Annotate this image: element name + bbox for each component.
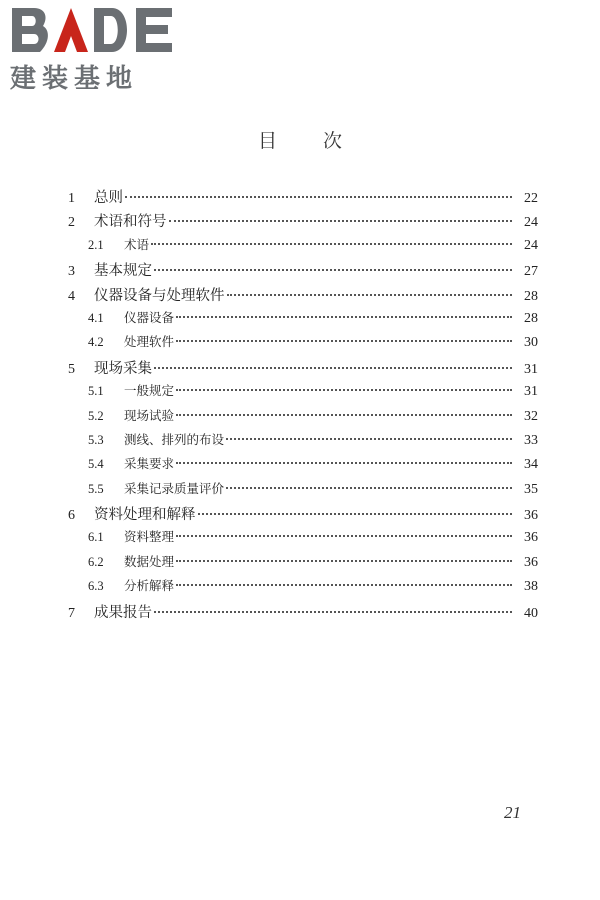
toc-dot-leader <box>154 367 512 369</box>
toc-entry-page: 36 <box>524 530 538 546</box>
toc-dot-leader <box>176 462 512 464</box>
toc-entry-label: 采集记录质量评价 <box>124 480 225 496</box>
toc-entry-label: 仪器设备与处理软件 <box>94 287 225 304</box>
logo-subtitle: 建装基地 <box>10 64 139 94</box>
toc-entry-page: 32 <box>524 408 538 424</box>
toc-entry[interactable] <box>68 527 538 551</box>
toc-entry-label: 处理软件 <box>124 334 175 350</box>
toc-entry-page: 35 <box>524 481 538 497</box>
toc-entry-number: 5 <box>68 361 75 377</box>
toc-entry-label: 术语和符号 <box>94 214 167 231</box>
toc-entry-label: 一般规定 <box>124 383 175 399</box>
toc-dot-leader <box>226 438 512 440</box>
logo <box>10 6 180 94</box>
toc-entry-page: 31 <box>524 384 538 400</box>
toc-entry[interactable] <box>68 503 538 527</box>
toc-entry[interactable] <box>68 601 538 625</box>
toc-entry-page: 38 <box>524 579 538 595</box>
toc-dot-leader <box>154 611 512 613</box>
toc-entry-number: 7 <box>68 605 75 621</box>
toc-dot-leader <box>176 584 512 586</box>
toc-dot-leader <box>176 414 512 416</box>
toc-entry-number: 5.4 <box>88 457 104 472</box>
toc-entry-label: 资料整理 <box>124 529 175 545</box>
toc-entry-page: 33 <box>524 432 538 448</box>
toc-dot-leader <box>176 340 512 342</box>
toc-dot-leader <box>176 535 512 537</box>
toc-entry-label: 成果报告 <box>94 604 152 621</box>
toc-entry-number: 5.1 <box>88 384 104 399</box>
toc-entry-page: 22 <box>524 191 538 206</box>
toc-entry[interactable] <box>68 210 538 234</box>
toc-entry[interactable] <box>68 357 538 381</box>
toc-entry-page: 28 <box>524 310 538 326</box>
toc-entry[interactable] <box>68 381 538 405</box>
toc-dot-leader <box>226 487 512 489</box>
toc-dot-leader <box>176 316 512 318</box>
toc-entry-number: 6.1 <box>88 530 104 545</box>
toc-entry[interactable] <box>68 284 538 308</box>
toc-entry-label: 测线、排列的布设 <box>124 431 225 447</box>
toc-entry-page: 34 <box>524 457 538 473</box>
toc-entry-page: 30 <box>524 335 538 351</box>
toc-dot-leader <box>176 389 512 391</box>
toc-entry-number: 5.2 <box>88 408 104 423</box>
toc-entry-number: 2 <box>68 215 75 231</box>
page-title <box>0 126 600 153</box>
toc-entry-page: 40 <box>524 605 538 621</box>
toc-entry[interactable] <box>68 552 538 576</box>
toc-entry[interactable] <box>68 186 538 210</box>
toc-entry-number: 2.1 <box>88 237 104 252</box>
toc-entry[interactable] <box>68 479 538 503</box>
toc-entry[interactable] <box>68 308 538 332</box>
toc-entry[interactable] <box>68 332 538 356</box>
toc-entry-label: 基本规定 <box>94 263 152 280</box>
toc-entry-label: 现场采集 <box>94 360 152 377</box>
table-of-contents <box>68 186 538 625</box>
toc-dot-leader <box>176 560 512 562</box>
toc-dot-leader <box>125 196 512 198</box>
toc-entry[interactable] <box>68 406 538 430</box>
toc-entry-page: 36 <box>524 508 538 524</box>
toc-entry-number: 3 <box>68 264 75 280</box>
toc-entry-label: 数据处理 <box>124 553 175 569</box>
title-left-char: 目 <box>257 130 277 152</box>
toc-entry-number: 5.3 <box>88 432 104 447</box>
toc-entry[interactable] <box>68 259 538 283</box>
toc-entry-label: 现场试验 <box>124 407 175 423</box>
toc-entry-page: 24 <box>524 215 538 231</box>
toc-entry-label: 总则 <box>94 190 123 206</box>
toc-entry-page: 31 <box>524 361 538 377</box>
toc-entry[interactable] <box>68 454 538 478</box>
toc-entry-page: 27 <box>524 264 538 280</box>
toc-entry-label: 术语 <box>124 236 150 252</box>
toc-entry-label: 采集要求 <box>124 456 175 472</box>
toc-entry-page: 28 <box>524 288 538 304</box>
toc-dot-leader <box>151 243 512 245</box>
toc-entry-label: 分析解释 <box>124 578 175 594</box>
toc-entry[interactable] <box>68 576 538 600</box>
toc-entry-number: 5.5 <box>88 481 104 496</box>
toc-entry-number: 4.2 <box>88 335 104 350</box>
toc-entry-number: 6.3 <box>88 579 104 594</box>
toc-dot-leader <box>154 269 512 271</box>
title-right-char: 次 <box>323 130 343 152</box>
toc-entry-number: 1 <box>68 191 75 206</box>
toc-entry[interactable] <box>68 430 538 454</box>
toc-entry-label: 资料处理和解释 <box>94 507 196 524</box>
toc-entry-page: 36 <box>524 554 538 570</box>
toc-dot-leader <box>227 294 513 296</box>
page-number: 21 <box>504 803 521 822</box>
toc-entry-page: 24 <box>524 237 538 253</box>
toc-dot-leader <box>198 513 513 515</box>
toc-dot-leader <box>169 220 513 222</box>
toc-entry-number: 4.1 <box>88 310 104 325</box>
toc-entry-number: 4 <box>68 288 75 304</box>
bade-wordmark-logo <box>10 6 175 56</box>
toc-entry-number: 6.2 <box>88 554 104 569</box>
toc-entry-number: 6 <box>68 508 75 524</box>
toc-entry[interactable] <box>68 235 538 259</box>
toc-entry-label: 仪器设备 <box>124 309 175 325</box>
